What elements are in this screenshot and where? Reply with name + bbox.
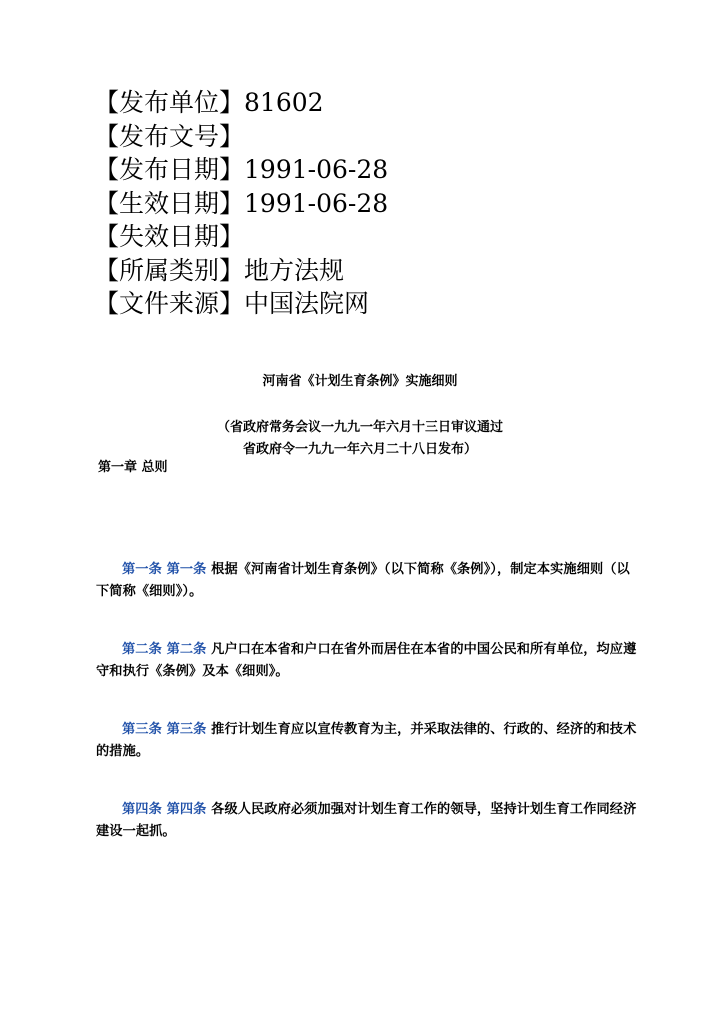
document-title: 河南省《计划生育条例》实施细则 [262, 374, 458, 389]
article-number: 第一条 [166, 562, 207, 577]
document-subtitle [0, 417, 720, 461]
article-number: 第三条 [166, 722, 207, 737]
article-text: 推行计划生育应以宣传教育为主，并采取法律的、行政的、经济的和技术的措施。 [96, 722, 637, 759]
meta-value: 地方法规 [244, 255, 345, 285]
meta-value: 81602 [244, 88, 324, 117]
meta-category [94, 254, 388, 288]
article-text: 根据《河南省计划生育条例》（以下简称《条例》），制定本实施细则（以下简称《细则》）。 [96, 562, 630, 599]
article-number: 第二条 [166, 642, 207, 657]
meta-publisher [94, 86, 388, 120]
chapter-heading: 第一章 总则 [98, 460, 168, 475]
meta-label: 【文件来源】 [94, 289, 245, 318]
meta-value: 1991-06-28 [244, 188, 389, 218]
subtitle-line: 省政府令一九九一年六月二十八日发布） [242, 442, 477, 457]
subtitle-line: （省政府常务会议一九九一年六月十三日审议通过 [216, 420, 503, 435]
article-text: 凡户口在本省和户口在省外而居住在本省的中国公民和所有单位，均应遵守和执行《条例》及本《细则》。 [96, 642, 637, 679]
meta-label: 【生效日期】 [94, 188, 245, 218]
meta-label: 【发布文号】 [94, 121, 245, 151]
meta-value: 中国法院网 [244, 289, 370, 318]
meta-label: 【发布单位】 [94, 88, 245, 117]
article-3 [96, 719, 638, 763]
document-metadata [94, 86, 388, 321]
meta-label: 【所属类别】 [94, 255, 245, 285]
article-number: 第二条 [122, 642, 162, 657]
meta-doc-number [94, 120, 388, 154]
meta-effective-date [94, 187, 388, 221]
article-number: 第一条 [122, 562, 162, 577]
meta-publish-date [94, 153, 388, 187]
article-text: 各级人民政府必须加强对计划生育工作的领导，坚持计划生育工作同经济建设一起抓。 [96, 802, 637, 839]
meta-source [94, 287, 388, 321]
article-number: 第四条 [122, 802, 162, 817]
meta-value: 1991-06-28 [244, 155, 389, 184]
meta-label: 【发布日期】 [94, 155, 245, 184]
article-4 [96, 799, 638, 843]
article-2 [96, 639, 638, 683]
article-number: 第三条 [122, 722, 162, 737]
article-number: 第四条 [166, 802, 207, 817]
meta-expiry-date [94, 220, 388, 254]
article-1 [96, 559, 638, 603]
meta-label: 【失效日期】 [94, 222, 245, 251]
